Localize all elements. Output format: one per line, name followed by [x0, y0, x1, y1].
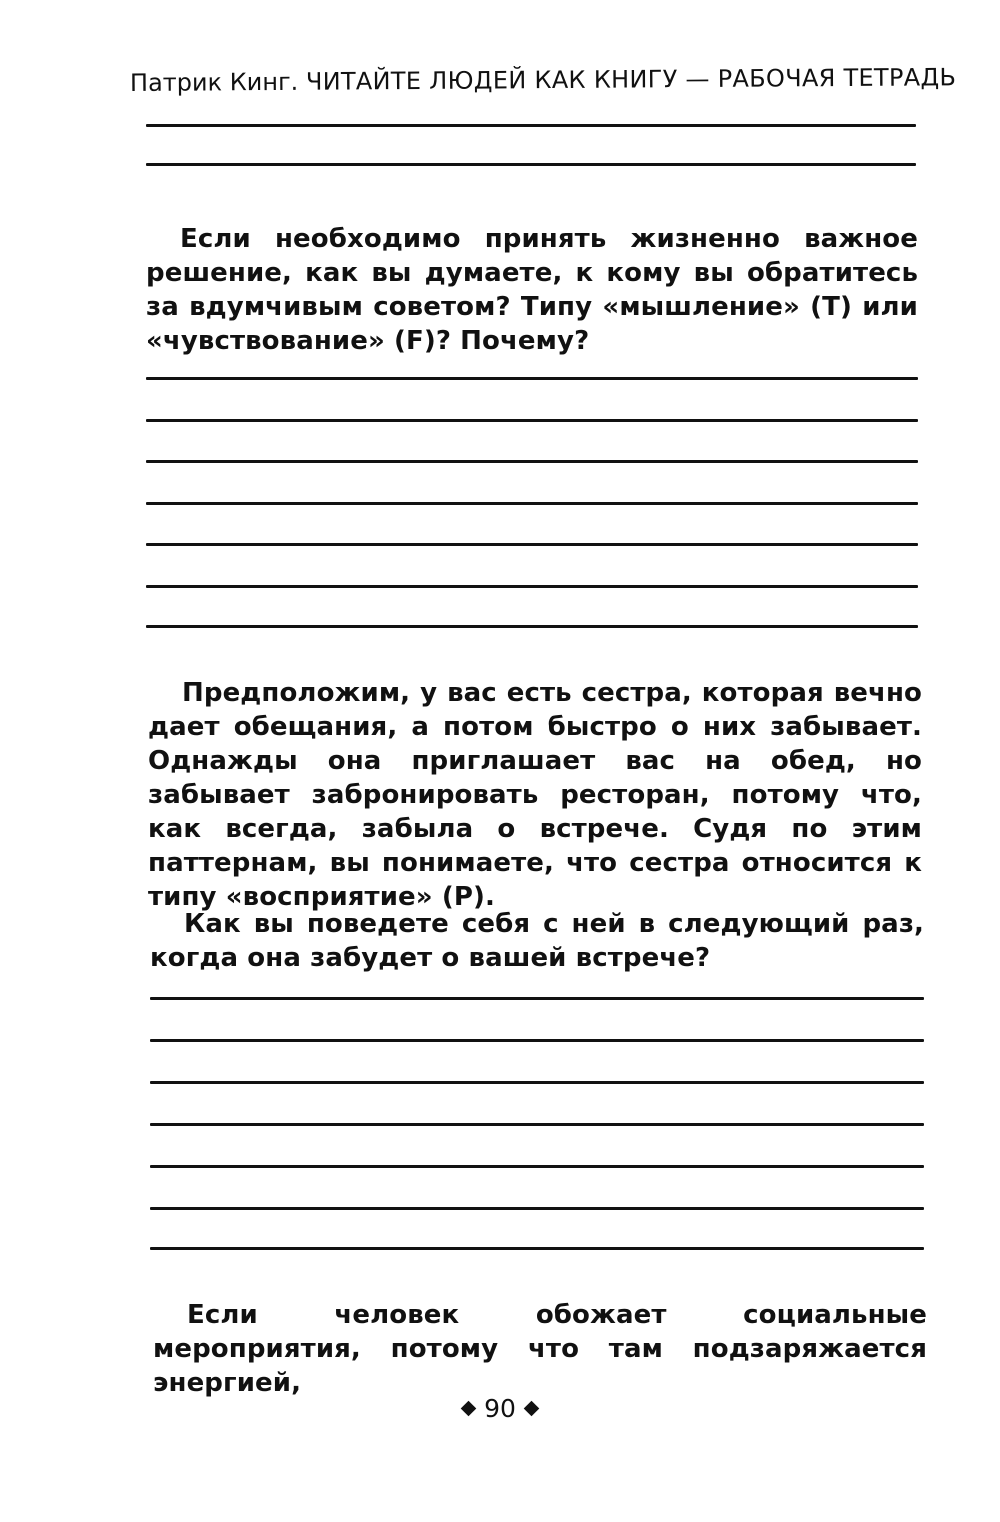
diamond-ornament-icon — [524, 1400, 540, 1416]
answer-line[interactable] — [146, 163, 916, 166]
answer-line[interactable] — [150, 1123, 924, 1126]
answer-line[interactable] — [146, 124, 916, 127]
answer-line[interactable] — [150, 1247, 924, 1250]
question-paragraph-3: Если человек обожает социальные мероприятия, потому что там подзаряжается энергией, — [153, 1300, 927, 1398]
page-number: 90 — [484, 1394, 516, 1423]
answer-line[interactable] — [146, 460, 918, 463]
answer-line[interactable] — [150, 1165, 924, 1168]
header-book-title: ЧИТАЙТЕ ЛЮДЕЙ КАК КНИГУ — РАБОЧАЯ ТЕТРАДЬ — [305, 63, 957, 96]
page-footer — [0, 1394, 1000, 1424]
answer-line[interactable] — [146, 502, 918, 505]
answer-line[interactable] — [146, 625, 918, 628]
header-author: Патрик Кинг. — [129, 67, 299, 97]
answer-line[interactable] — [150, 1081, 924, 1084]
answer-line[interactable] — [150, 997, 924, 1000]
answer-line[interactable] — [150, 1207, 924, 1210]
answer-line[interactable] — [146, 377, 918, 380]
answer-line[interactable] — [146, 543, 918, 546]
question-paragraph-1: Если необходимо принять жизненно важное решение, как вы думаете, к кому вы обратитесь за вдумчивым советом? Типу «мышление» (T) или «чувствование» (F)? Почему? — [146, 224, 918, 356]
answer-line[interactable] — [150, 1039, 924, 1042]
diamond-ornament-icon — [461, 1400, 477, 1416]
question-paragraph-2: Как вы поведете себя с ней в следующий раз, когда она забудет о вашей встрече? — [150, 909, 924, 973]
answer-line[interactable] — [146, 419, 918, 422]
running-header — [129, 62, 957, 98]
answer-line[interactable] — [146, 585, 918, 588]
scenario-paragraph: Предположим, у вас есть сестра, которая вечно дает обещания, а потом быстро о них забывает. Однажды она приглашает вас на обед, но забывает забронировать ресторан, потому что, как всегда, забыла о встрече. Судя по этим паттернам, вы понимаете, что сестра относится к типу «восприятие» (P). — [148, 678, 922, 912]
